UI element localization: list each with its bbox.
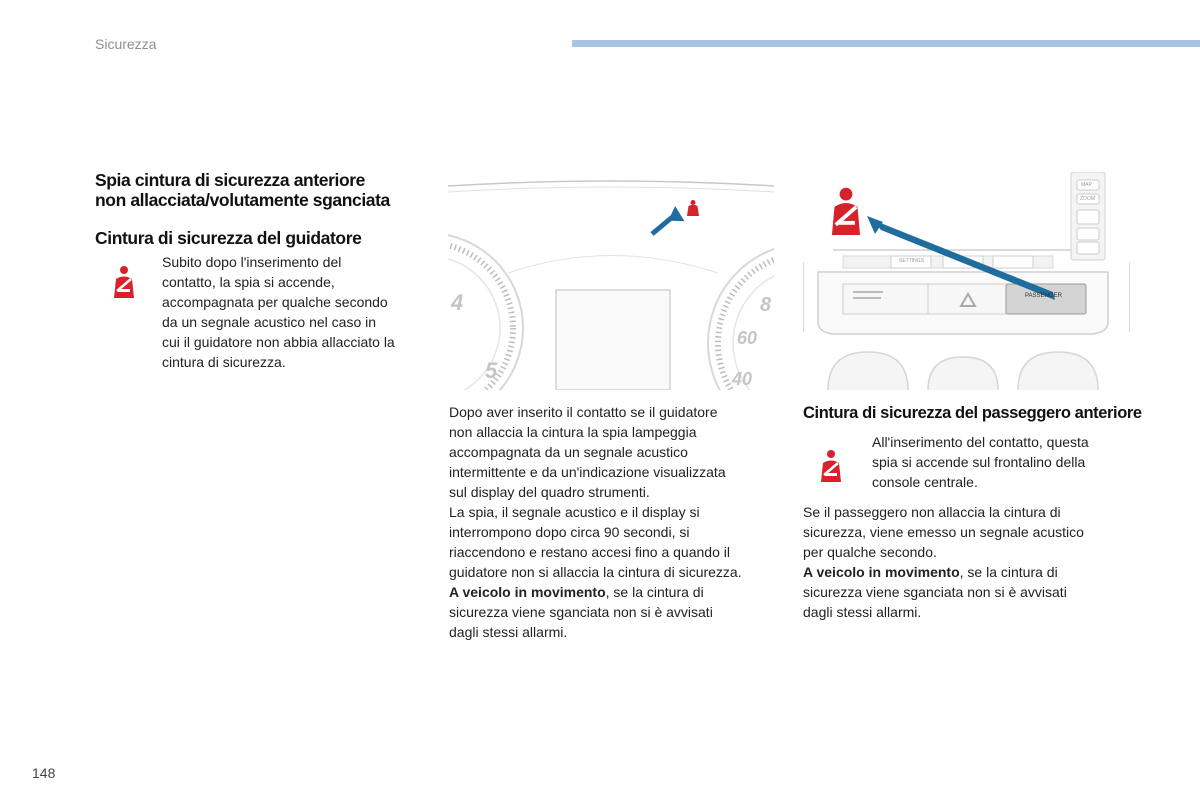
instrument-cluster-illustration [448,178,774,390]
title-line-1: Spia cintura di sicurezza anteriore [95,170,365,190]
pointer-arrow [652,205,684,234]
middle-text: Dopo aver inserito il contatto se il guidatore non allaccia la cintura la spia lampeggia accompagnata da un segnale acustico intermittente e da un'indicazione visualizzata sul display del quadro strumenti. La spia, il segnale acustico e il display si interrompono dopo circa 90 secondi, si riaccendono e restano accesi fino a quando il guidatore non si allaccia la cintura di sicurezza. A veicolo in movimento, se la cintura di sicurezza viene sganciata non si è avvisati dagli stessi allarmi. [449,404,742,640]
passenger-text: All'inserimento del contatto, questa spia si accende sul frontalino della console centrale. [872,434,1089,490]
title-line-2: non allacciata/volutamente sganciata [95,190,390,210]
passenger-heading: Cintura di sicurezza del passeggero anteriore [803,404,1142,422]
map-button-label: MAP [1081,182,1092,188]
gauge-number-8: 8 [760,294,772,316]
gauge-number-40: 40 [732,369,753,389]
right-text: Se il passeggero non allaccia la cintura di sicurezza, viene emesso un segnale acustico per qualche secondo. A veicolo in movimento, se la cintura di sicurezza viene sganciata non si è avvisati dagli stessi allarmi. [803,504,1084,620]
page-title [95,170,425,210]
page-number: 148 [32,765,56,781]
settings-button-label: SETTINGS [899,258,925,264]
center-display [556,290,670,390]
center-console-illustration [803,172,1130,390]
driver-heading: Cintura di sicurezza del guidatore [95,228,362,248]
moving-bold: A veicolo in movimento [449,584,606,600]
zoom-button-label: ZOOM [1080,196,1095,202]
seatbelt-light-icon [687,200,699,216]
header-rule [572,40,1200,47]
moving-bold-right: A veicolo in movimento [803,564,960,580]
driver-text: Subito dopo l'inserimento del contatto, la spia si accende, accompagnata per qualche secondo da un segnale acustico nel caso in cui il guidatore non abbia allacciato la cintura di sicurezza. [162,254,395,370]
passenger-button-label: PASSENGER [1025,293,1062,299]
seatbelt-warning-icon [106,265,142,301]
gauge-number-60: 60 [737,328,758,348]
gauge-number-5: 5 [485,358,498,383]
passenger-seatbelt-icon [823,186,869,238]
gauge-number-4: 4 [451,290,464,315]
section-label: Sicurezza [95,36,157,52]
passenger-warning-icon [813,449,849,485]
